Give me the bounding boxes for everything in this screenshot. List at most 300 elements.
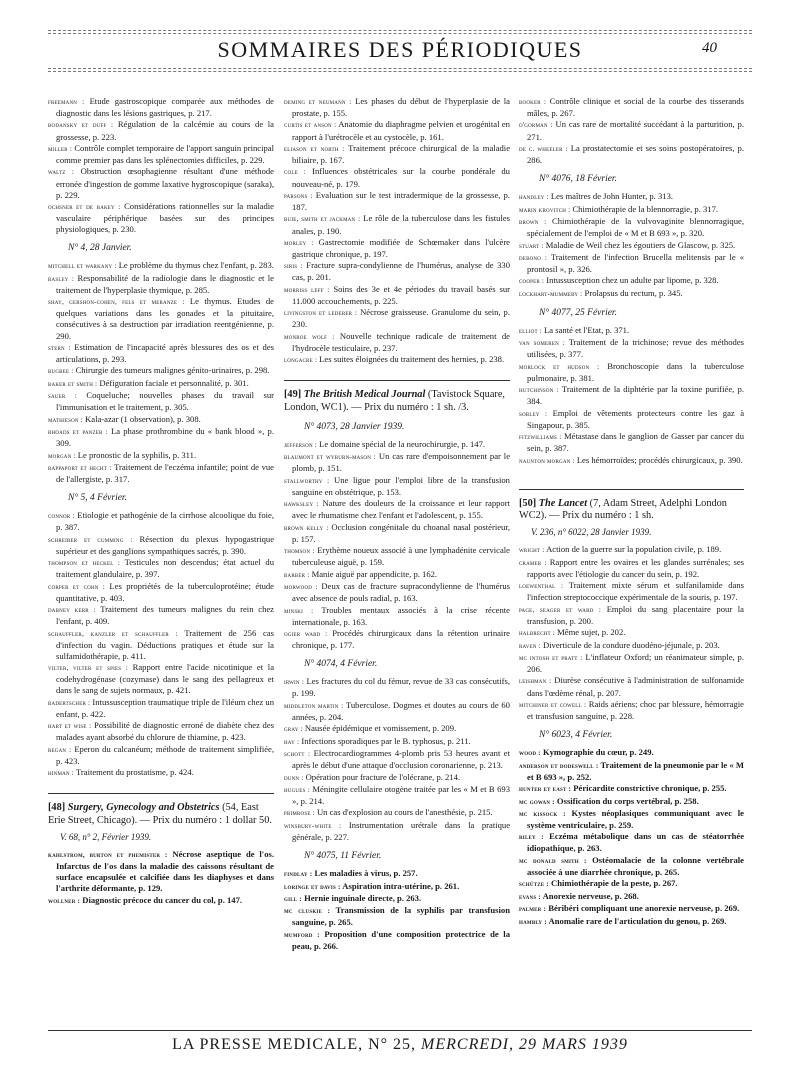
entry-title: Electrocardiogrammes 4-plomb pris 53 heures avant et après le début d'une attaque d'occlusion coronarienne, p. 213. [292, 748, 510, 771]
entry-title: Traitement du prostatisme, p. 424. [75, 767, 194, 778]
entry-author: bodansky et duff : [48, 121, 114, 130]
entry-title: Bronchoscopie dans la tuberculose pulmonaire, p. 381. [527, 360, 744, 383]
entry [519, 384, 744, 407]
entry-author: morley : [284, 238, 314, 247]
entry-title: Le pronostic de la syphilis, p. 311. [77, 449, 197, 460]
entry [284, 700, 510, 723]
entry-author: gill : [284, 894, 302, 903]
entry [284, 451, 510, 474]
entry [48, 119, 274, 142]
journal-number: [48] [48, 802, 66, 814]
entry-title: Prolapsus du rectum, p. 345. [584, 287, 683, 298]
entry [48, 143, 274, 166]
issue-heading: N° 4073, 28 Janvier 1939. [304, 421, 405, 432]
entry [48, 604, 274, 627]
entry-title: Etiologie et pathogénie de la cirrhose alcoolique du foie, p. 387. [56, 510, 274, 533]
entry-list [284, 439, 510, 651]
entry-author: morwood : [284, 583, 318, 592]
entry-title: Kystes néoplasiques communiquant avec le système ventriculaire, p. 259. [527, 807, 744, 830]
entry-author: mumford : [284, 930, 320, 939]
entry-author: schreiber et cumming : [48, 535, 133, 544]
entry [284, 237, 510, 260]
entry [519, 455, 744, 467]
entry-author: miller : [48, 144, 73, 153]
entry-title: Action de la guerre sur la population civile, p. 189. [546, 544, 722, 555]
journal-title: The British Medical Journal [303, 389, 426, 401]
entry-author: livingston et lederer : [284, 309, 358, 318]
entry-author: findlay : [284, 870, 313, 879]
entry-title: Chimiothérapie de la blennorragie, p. 317. [572, 203, 719, 214]
entry-author: mitchiner et cowell : [519, 700, 587, 709]
column-right [519, 96, 744, 932]
entry-author: stuart : [519, 241, 544, 250]
entry [284, 748, 510, 771]
entry-title: Occlusion congénitale du choanal nasal postérieur, p. 157. [292, 521, 510, 544]
entry-title: Proposition d'une composition protectrice de la peau, p. 266. [292, 928, 510, 951]
entry-list [519, 96, 744, 166]
entry-author: shay, gershon-cohen, fels et meranze : [48, 298, 185, 307]
entry-author: sauer : [48, 392, 77, 401]
entry [48, 662, 274, 696]
header-rule-inner [48, 71, 752, 72]
entry-title: Un cas rare d'empoisonnement par le plomb, p. 151. [292, 451, 511, 474]
entry-author: kahlstrom, burton et phemister : [48, 850, 168, 859]
entry-title: Les propriétés de la tuberculoprotéine; étude quantitative, p. 403. [56, 580, 274, 603]
entry-author: page, seager et ward : [519, 605, 602, 614]
entry [284, 820, 510, 843]
entry-title: Estimation de l'incapacité après blessures des os et des articulations, p. 293. [56, 341, 274, 365]
entry-title: Les phases du début de l'hyperplasie de la prostate, p. 155. [292, 96, 510, 119]
entry-author: stern : [48, 343, 71, 352]
entry [48, 273, 274, 296]
entry-list [48, 849, 274, 907]
entry-author: thompson et heckel : [48, 559, 121, 568]
entry-author: loringe et davis : [284, 882, 341, 891]
issue-heading: N° 4075, 11 Février. [304, 851, 382, 862]
entry-title: Nécrose aseptique de l'os. Infarctus de l'os dans la maladie des caissons résultant de surface encapsulée et calcifiée dans les diaphyses et dans l'arthrite déformante, p. 129. [56, 848, 274, 894]
entry [48, 534, 274, 557]
entry-title: Traitement de l'infection Brucella melitensis par le « prontosil », p. 326. [527, 251, 744, 274]
entry-author: brown kelly : [284, 523, 329, 532]
entry-author: vilter, vilter et spies : [48, 664, 128, 673]
entry-title: Le rôle de la tuberculose dans les fistules anales, p. 190. [292, 213, 510, 236]
entry [48, 296, 274, 341]
entry-title: Emploi de vêtements protecteurs contre les gaz à Singapour, p. 385. [527, 407, 745, 430]
entry-author: gray : [284, 725, 303, 734]
entry [48, 426, 274, 449]
journal-heading [519, 498, 744, 522]
entry [284, 96, 510, 119]
entry-title: Péricardite constrictive chronique, p. 255. [573, 783, 727, 794]
entry-title: Hernie inguinale directe, p. 263. [304, 892, 422, 903]
entry-title: Régulation de la calcémie au cours de la grossesse, p. 223. [56, 119, 274, 142]
entry-author: riley : [519, 833, 544, 842]
entry-title: Défiguration faciale et personnalité, p. 301. [99, 377, 249, 388]
entry [519, 288, 744, 300]
entry-title: Anatomie du diaphragme pelvien et urogénital en rapport à l'urétrocèle et au cystocèle, p. 161. [292, 119, 510, 142]
entry [284, 522, 510, 545]
entry-title: Traitement des tumeurs malignes du rein chez l'enfant, p. 409. [56, 604, 274, 627]
entry [284, 784, 510, 807]
entry-title: Anomalie rare de l'articulation du genou, p. 269. [548, 915, 727, 926]
entry-title: Maladie de Weil chez les égoutiers de Glascow, p. 325. [545, 239, 736, 250]
entry-author: schütze : [519, 880, 549, 889]
entry [48, 450, 274, 462]
entry-author: barber : [284, 570, 310, 579]
entry-title: Transmission de la syphilis par transfusion sanguine, p. 265. [292, 905, 510, 928]
entry [48, 628, 274, 662]
entry-author: hunter et east : [519, 785, 572, 794]
entry-title: Possibilité de diagnostic erroné de diabète chez des malades ayant absorbé du chlorure de thiamine, p. 423. [56, 720, 274, 743]
entry-title: Ossification du corps vertébral, p. 258. [556, 795, 699, 806]
header-rule [48, 68, 752, 69]
column-middle [284, 96, 510, 956]
page-number: 40 [702, 40, 717, 56]
entry [284, 354, 510, 366]
entry-author: schott : [284, 750, 311, 759]
entry [284, 807, 510, 819]
entry [284, 736, 510, 748]
footer-rule [48, 1030, 752, 1031]
entry-title: Soins des 3e et 4e périodes du travail basés sur 11.000 accouchements, p. 225. [292, 283, 510, 306]
entry [48, 166, 274, 200]
entry-title: La phase prothrombine du « bank blood », p. 309. [56, 426, 274, 449]
entry-title: Kymographie du cœur, p. 249. [542, 747, 654, 758]
entry-list [519, 544, 744, 722]
entry-title: Métastase dans le ganglion de Gasser par cancer du sein, p. 387. [527, 431, 744, 454]
entry-title: Emploi du sang placentaire pour la transfusion, p. 200. [527, 603, 744, 626]
entry-title: Les suites éloignées du traitement des hernies, p. 238. [319, 354, 505, 365]
entry-author: hambly : [519, 917, 547, 926]
entry-author: marin krovitch : [519, 205, 571, 214]
entry [284, 498, 510, 521]
entry-author: blaumont et wyburn-mason : [284, 453, 376, 462]
entry-author: waltz : [48, 168, 75, 177]
entry-list [284, 676, 510, 843]
entry [519, 831, 744, 854]
entry-title: Kala-azar (1 observation), p. 308. [85, 413, 201, 424]
issue-heading: N° 4, 28 Janvier. [68, 243, 132, 254]
entry [519, 240, 744, 252]
entry [284, 881, 510, 893]
entry [519, 652, 744, 675]
entry-author: baker et smith : [48, 379, 98, 388]
entry-author: rhoads et panzer : [48, 428, 108, 437]
entry-title: Traitement de la diphtérie par la toxine purifiée, p. 384. [527, 384, 744, 407]
entry-title: Le problème du thymus chez l'enfant, p. 283. [118, 260, 274, 271]
entry-author: minski : [284, 606, 314, 615]
entry [519, 337, 744, 360]
entry-title: Traitement de l'eczéma infantile; point de vue de l'allergiste, p. 317. [56, 461, 274, 485]
entry [284, 905, 510, 928]
entry-author: cole : [284, 168, 306, 177]
entry-author: longacre : [284, 356, 318, 365]
entry-title: Chimiothérapie de la vulvovaginite blennorragique, spécialement de l'emploi de « M et B 693 », p. 320. [527, 216, 744, 239]
journal-block [284, 380, 510, 952]
entry-title: Les maîtres de John Hunter, p. 313. [550, 191, 674, 202]
entry [519, 699, 744, 722]
entry [519, 796, 744, 808]
entry-title: Traitement mixte sérum et sulfanilamide dans l'infection streptococcique expérimentale de la souris, p. 197. [527, 580, 744, 603]
page-title: SOMMAIRES DES PÉRIODIQUES [217, 37, 583, 62]
entry [519, 760, 744, 783]
issue-heading: N° 6023, 4 Février. [539, 730, 613, 741]
top-rule [48, 30, 752, 31]
entry-author: ogier ward : [284, 630, 328, 639]
entry [284, 284, 510, 307]
entry-title: Fracture supra-condylienne de l'humérus, analyse de 330 cas, p. 201. [292, 260, 510, 283]
entry [48, 201, 274, 235]
journal-address: (7, Adam Street, Adelphi London WC2). — Prix du numéro : 1 sh. [519, 497, 727, 522]
entry-title: Manie aiguë par appendicite, p. 162. [311, 568, 438, 579]
entry-author: mc gowan : [519, 797, 555, 806]
entry-title: Ostéomalacie de la colonne vertébrale associée à une diarrhée chronique, p. 265. [527, 854, 744, 877]
entry-title: Instrumentation urétrale dans la pratique générale, p. 227. [292, 819, 511, 842]
entry-list [48, 260, 274, 485]
entry [519, 747, 744, 759]
entry-title: Deux cas de fracture supracondylienne de l'humérus avec absence de pouls radial, p. 163. [292, 581, 510, 604]
entry-title: Traitement précoce chirurgical de la maladie biliaire, p. 167. [292, 142, 511, 166]
entry-title: Le domaine spécial de la neurochirurgie, p. 147. [319, 438, 486, 449]
entry-author: mc donald smith : [519, 856, 587, 865]
entry-title: Coqueluche; nouvelles phases du travail sur l'immunisation et le traitement, p. 305. [56, 390, 274, 413]
entry [519, 544, 744, 556]
entry-list [519, 747, 744, 927]
entry-author: halbrecht : [519, 629, 555, 638]
entry-author: ochsner et de bakey : [48, 203, 121, 212]
issue-heading: N° 4077, 25 Février. [539, 307, 617, 318]
entry-title: Intussusception traumatique triple de l'iléum chez un enfant, p. 422. [56, 696, 274, 719]
entry-title: Evaluation sur le test intradermique de la grossesse, p. 187. [292, 189, 510, 213]
entry-list [519, 191, 744, 300]
entry-author: parsons : [284, 191, 313, 200]
journal-title: The Lancet [538, 497, 588, 509]
entry-title: Résection du plexus hypogastrique supérieur et des ganglions sympathiques sacrés, p. 390. [56, 533, 275, 556]
top-rule-inner [48, 33, 752, 34]
entry [519, 275, 744, 287]
entry-author: curtis et anson : [284, 121, 337, 130]
entry [48, 342, 274, 365]
entry [519, 916, 744, 928]
entry-author: deming et neumann : [284, 98, 352, 106]
entry-author: jefferson : [284, 440, 317, 449]
issue-heading: N° 5, 4 Février. [68, 493, 127, 504]
entry-title: Responsabilité de la radiologie dans le diagnostic et le traitement de l'hyperplasie thymique, p. 285. [56, 272, 274, 295]
journal-address: (Tavistock Square, London, WC1). — Prix du numéro : 1 sh. /3. [284, 389, 505, 413]
entry [519, 675, 744, 698]
entry [48, 697, 274, 720]
entry-title: Tuberculose. Dogmes et doutes au cours de 60 années, p. 204. [292, 699, 510, 722]
entry-author: morgan : [48, 451, 76, 460]
entry-author: mathieson : [48, 415, 83, 424]
journal-title: Surgery, Gynecology and Obstetrics [67, 802, 220, 814]
entry-author: corper et cohn : [48, 582, 106, 591]
entry [519, 878, 744, 890]
entry [284, 628, 510, 651]
entry-author: monroe wolf : [284, 332, 335, 341]
entry [48, 767, 274, 779]
entry-author: mc cluskie : [284, 907, 331, 916]
entry-title: Traitement de 256 cas d'infection du vagin. Déductions pratiques et étude sur la sulfamidothérapie, p. 411. [56, 627, 274, 661]
entry-title: Anorexie nerveuse, p. 268. [542, 890, 639, 901]
entry [48, 849, 274, 894]
entry-title: Les hémorroïdes; procédés chirurgicaux, p. 390. [576, 454, 743, 465]
entry [519, 640, 744, 652]
entry-author: hart et wise : [48, 722, 92, 731]
entry-author: sobley : [519, 409, 548, 418]
entry [48, 390, 274, 413]
entry-author: wright : [519, 546, 545, 555]
entry-title: Les maladies à virus, p. 257. [314, 868, 418, 879]
entry-title: Traitement de la pneumonie par le « M et B 693 », p. 252. [527, 759, 744, 782]
entry [519, 627, 744, 639]
entry-author: mitchell et warkany : [48, 262, 117, 271]
entry-title: Chimiothérapie de la peste, p. 267. [551, 878, 678, 889]
entry [284, 439, 510, 451]
entry-title: Le thymus. Etudes de quelques variations dans les gonades et la pituitaire, consécutives à sa destruction par irradiation reentgénienne, p. 290. [56, 296, 274, 341]
entry-title: Nouvelle technique radicale de traitement de l'hydrocèle testiculaire, p. 237. [292, 330, 510, 353]
entry-title: Méningite cellulaire otogène traitée par les « M et B 693 », p. 214. [292, 784, 510, 807]
entry [519, 580, 744, 603]
entry [519, 96, 744, 119]
entry-author: van someren : [519, 339, 565, 348]
entry-title: Une ligue pour l'emploi libre de la transfusion sanguine en obstétrique, p. 153. [292, 474, 510, 497]
entry [284, 605, 510, 628]
entry [519, 204, 744, 216]
entry-author: morriss leff : [284, 285, 330, 294]
footer-journal: LA PRESSE MEDICALE, N° 25, [172, 1036, 417, 1053]
entry-author: freemann : [48, 98, 85, 106]
entry-author: brown : [519, 218, 547, 227]
entry-author: winsbury-white : [284, 821, 342, 830]
entry-title: Traitement de la trichinose; revue des méthodes utilisées, p. 377. [527, 337, 744, 360]
entry-title: Raids aériens; choc par blessure, hémorragie et transfusion sanguine, p. 228. [527, 698, 744, 722]
entry-list [48, 96, 274, 235]
entry-title: Les fractures du col du fémur, revue de 33 cas consécutifs, p. 199. [292, 676, 511, 699]
entry [519, 119, 744, 142]
entry-author: primrose : [284, 809, 315, 818]
entry-author: stallworthy : [284, 476, 330, 485]
footer-date: MERCREDI, 29 MARS 1939 [421, 1036, 628, 1053]
entry-author: fitzwilliams : [519, 433, 562, 442]
entry [284, 143, 510, 166]
entry-author: thomson : [284, 547, 315, 556]
column-left [48, 96, 274, 911]
entry-author: regan : [48, 745, 72, 754]
issue-heading: N° 4074, 4 Février. [304, 659, 378, 670]
journal-heading [284, 389, 510, 413]
entry-author: handley : [519, 193, 549, 202]
entry-author: connor : [48, 512, 75, 521]
entry-title: Chirurgie des tumeurs malignes génito-urinaires, p. 298. [75, 365, 270, 376]
entry-author: irwin : [284, 678, 305, 687]
entry-author: hugues : [284, 786, 310, 794]
entry [48, 462, 274, 485]
entry-author: hawksley : [284, 500, 319, 509]
entry-title: Même sujet, p. 202. [557, 627, 626, 638]
entry-author: elliot : [519, 326, 542, 335]
entry-title: Nausée épidémique et vomissement, p. 209. [304, 723, 457, 734]
entry [284, 569, 510, 581]
entry [284, 213, 510, 236]
entry-author: wood : [519, 749, 541, 758]
journal-block [48, 793, 274, 906]
entry-author: eliason et north : [284, 144, 345, 153]
entry-list [284, 868, 510, 952]
entry-title: Rapport entre l'acide nicotinique et la codehydrogénase (cozymase) dans le sang des pellagreux et dans le sang de sujets normaux, p. 421. [56, 662, 275, 696]
entry [519, 252, 744, 275]
entry-title: Obstruction œsophagienne résultant d'une méthode erronée d'ingestion de gomme laxative hygroscopique (saraka), p. 229. [56, 166, 274, 200]
entry-title: Béribéri compliquant une anorexie nerveuse, p. 269. [548, 903, 740, 914]
entry [284, 676, 510, 699]
entry-author: palmer : [519, 905, 547, 914]
entry [284, 581, 510, 604]
entry-author: badertscher : [48, 698, 91, 707]
entry-author: siris : [284, 262, 303, 271]
volume-heading: V. 236, n° 6022, 28 Janvier 1939. [531, 527, 652, 538]
entry-author: rappaport et hecht : [48, 463, 112, 472]
entry-author: naunton morgan : [519, 456, 575, 465]
entry [284, 307, 510, 330]
entry [519, 808, 744, 831]
entry [284, 119, 510, 142]
journal-number: [50] [519, 497, 537, 509]
entry-title: La santé et l'Etat, p. 371. [544, 324, 630, 335]
entry-title: Diagnostic précoce du cancer du col, p. 147. [82, 894, 243, 905]
entry-author: loewenthal : [519, 582, 564, 591]
entry-title: Eperon du calcanéum; méthode de traitement simplifiée, p. 423. [56, 743, 274, 766]
entry [284, 190, 510, 213]
entry [519, 325, 744, 337]
entry [48, 414, 274, 426]
entry-author: raven : [519, 641, 541, 650]
entry-list [48, 510, 274, 779]
entry-author: hinman : [48, 769, 74, 778]
volume-heading: V. 68, n° 2, Février 1939. [60, 831, 152, 842]
journal-heading [48, 802, 274, 826]
entry [519, 143, 744, 166]
entry [48, 895, 274, 907]
entry-title: Un cas d'explosion au cours de l'anesthésie, p. 215. [316, 807, 493, 818]
entry [48, 744, 274, 767]
entry [48, 720, 274, 743]
entry [284, 868, 510, 880]
entry-list [519, 325, 744, 467]
entry-author: lockhart-mummery : [519, 289, 583, 298]
entry-title: Contrôle clinique et social de la courbe des tisserands mâles, p. 267. [527, 96, 744, 119]
entry-author: buie, smith et jackman : [284, 215, 361, 224]
entry [519, 361, 744, 384]
journal-number: [49] [284, 389, 302, 401]
entry-author: booker : [519, 98, 547, 106]
entry-author: cooper : [519, 277, 545, 286]
entry-title: Nécrose graisseuse. Granulome du sein, p. 230. [292, 307, 511, 330]
entry-author: bugbee : [48, 367, 74, 376]
entry [284, 929, 510, 952]
entry [519, 408, 744, 431]
journal-address: (54, East Erie Street, Chicago). — Prix du numéro : 1 dollar 50. [48, 802, 272, 826]
entry-title: L'inflateur Oxford; un réanimateur simple, p. 206. [527, 652, 744, 675]
entry [48, 581, 274, 604]
entry-author: hutchinson : [519, 386, 559, 395]
entry [519, 216, 744, 239]
entry-author: wollner : [48, 896, 81, 905]
entry-title: Nature des douleurs de la croissance et leur rapport avec le rhumatisme chez l'enfant et l'adolescent, p. 155. [292, 498, 510, 521]
entry-title: Gastrectomie modifiée de Schœmaker dans l'ulcère gastrique chronique, p. 197. [292, 236, 510, 259]
entry-author: de c. wheeler : [519, 144, 568, 153]
entry-list [284, 96, 510, 366]
entry-author: mc kissock : [519, 809, 566, 818]
